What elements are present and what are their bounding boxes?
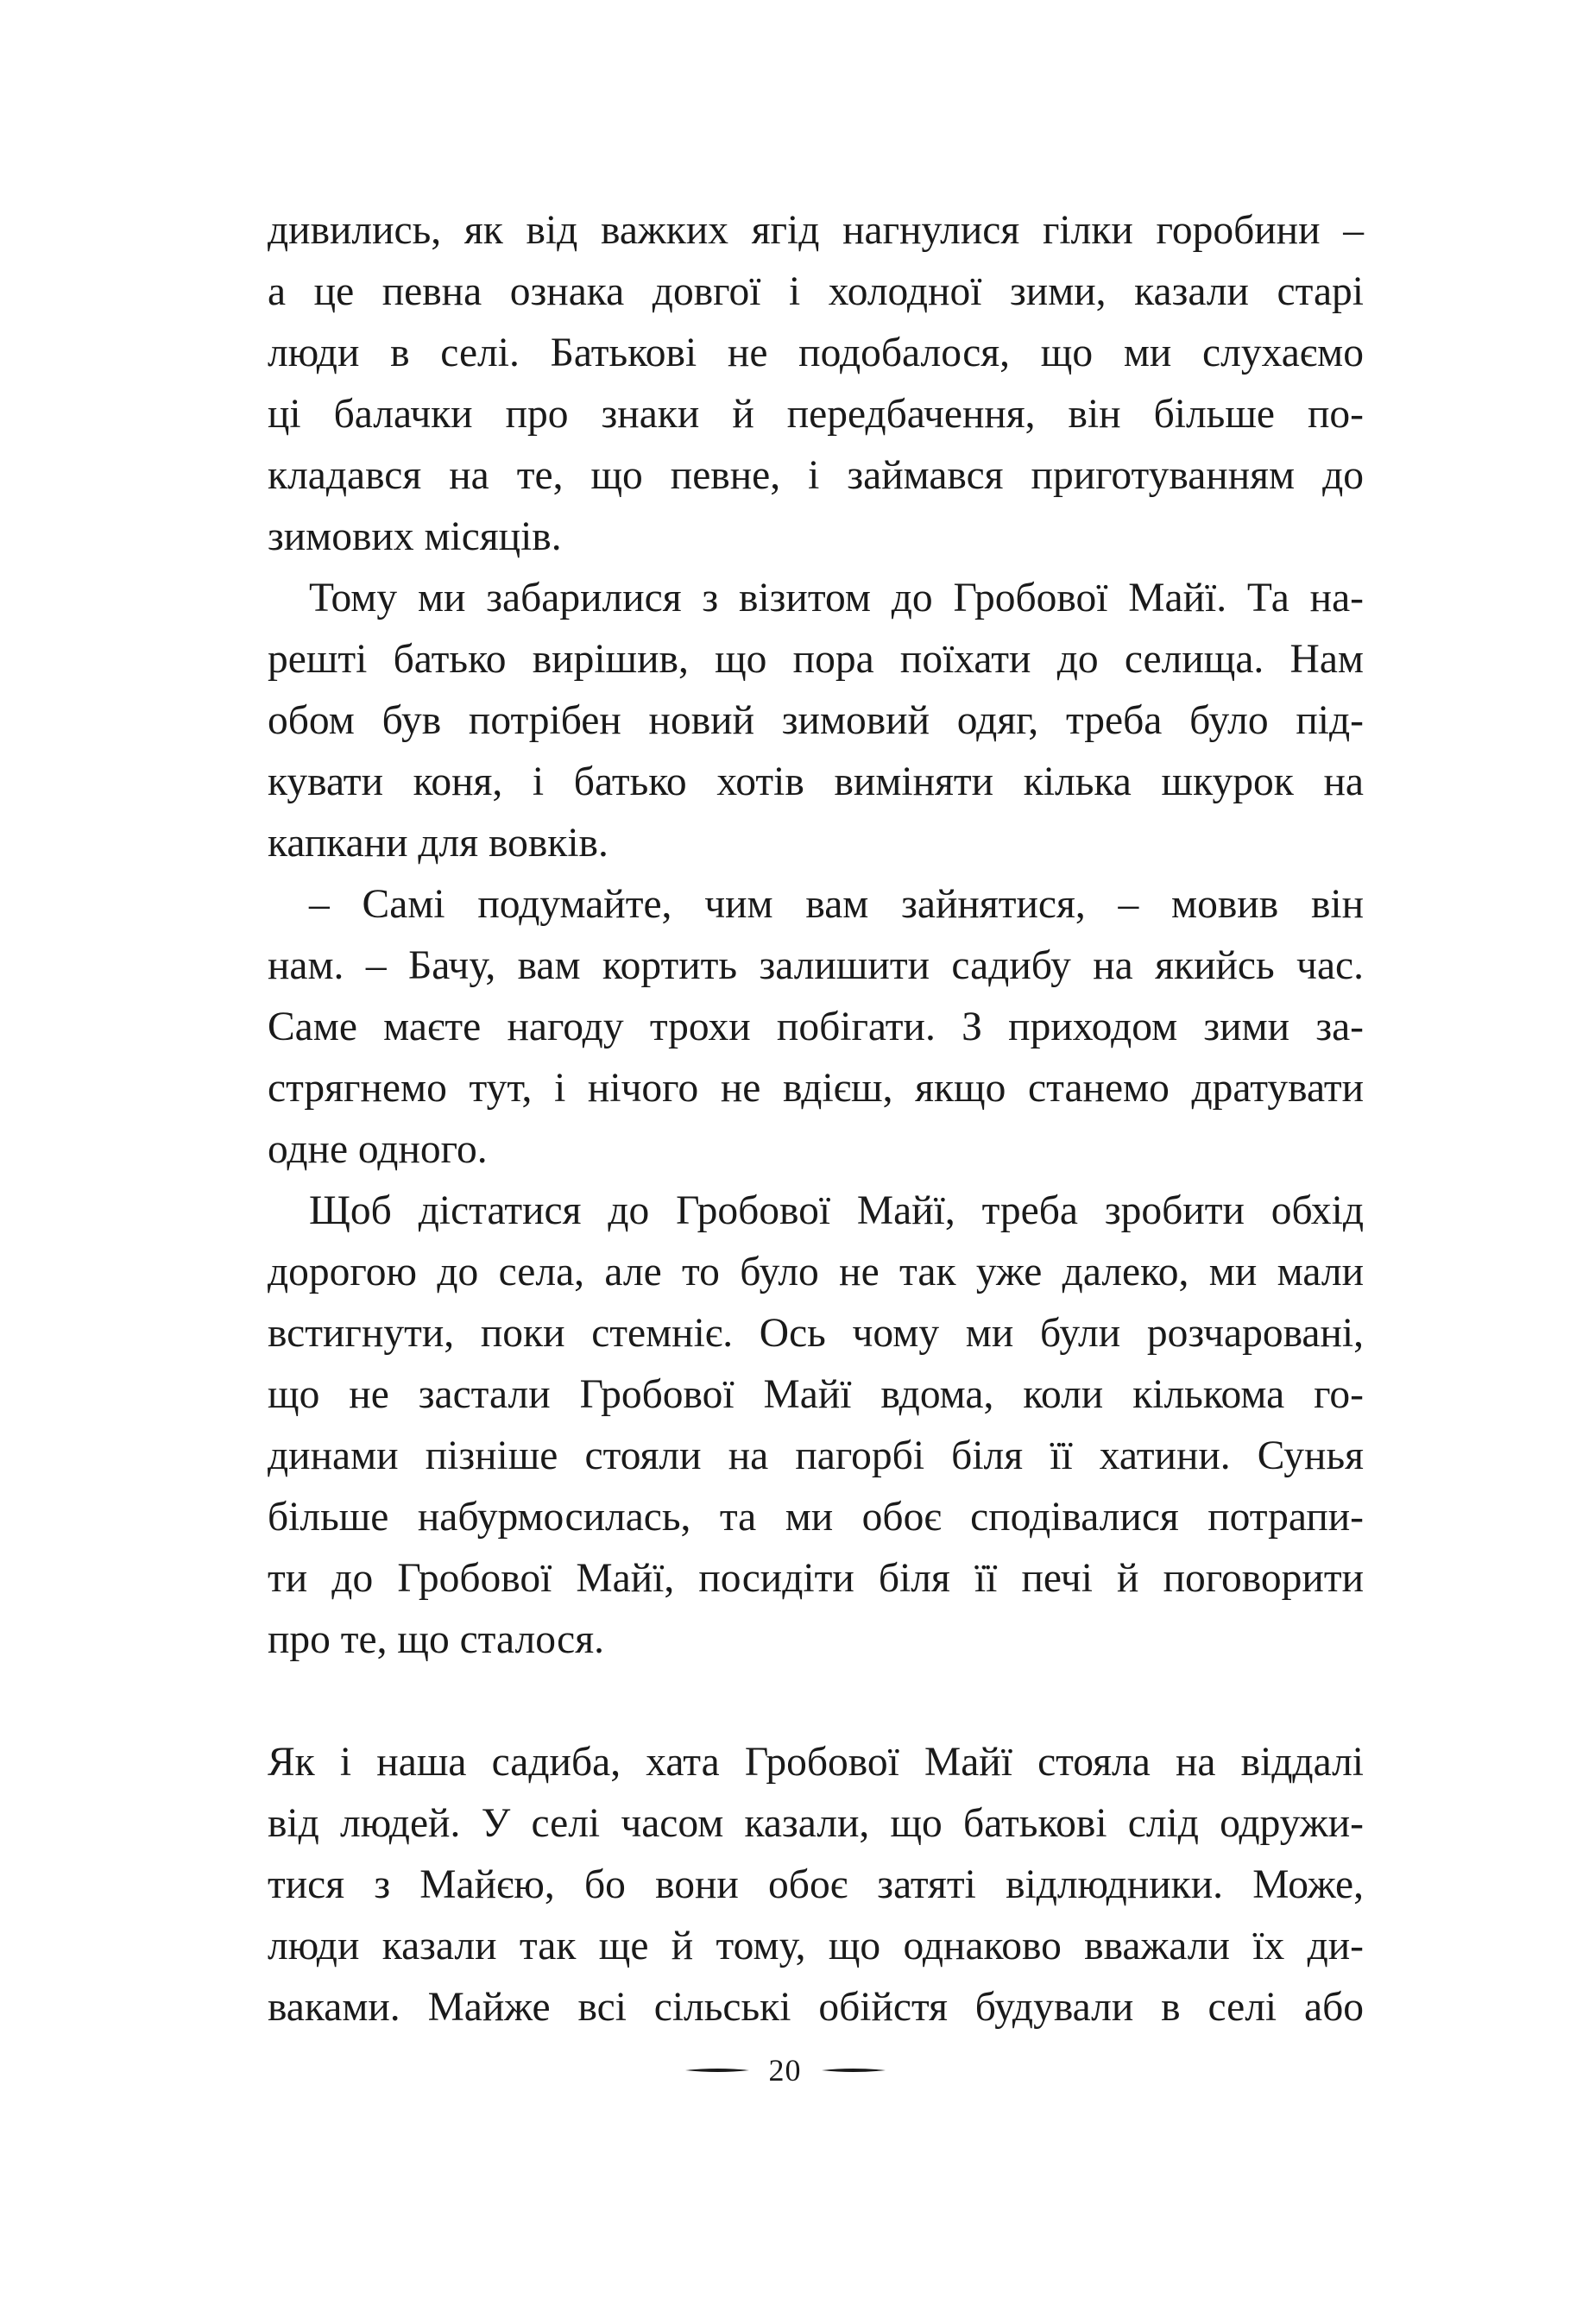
text-line: ваками. Майже всі сільські обійстя будували в селі або (268, 1985, 1364, 2030)
text-line: ці балачки про знаки й передбачення, він більше по- (268, 392, 1364, 437)
text-line: нам. – Бачу, вам кортить залишити садибу на якийсь час. (268, 943, 1364, 988)
text-line: Щоб дістатися до Гробової Майї, треба зробити обхід (309, 1188, 1364, 1233)
text-line: тися з Майєю, бо вони обоє затяті відлюдники. Може, (268, 1862, 1364, 1907)
paragraph (268, 874, 1364, 1181)
page-number: 20 (768, 2052, 802, 2088)
text-line: одне одного. (268, 1127, 488, 1172)
page-number-footer (0, 2045, 1570, 2092)
text-line: Тому ми забарилися з візитом до Гробової Майї. Та на- (309, 576, 1364, 620)
text-line: решті батько вирішив, що пора поїхати до селища. Нам (268, 637, 1364, 682)
paragraph (268, 200, 1364, 568)
text-line: дорогою до села, але то було не так уже далеко, ми мали (268, 1250, 1364, 1294)
folio-ornament-right (820, 2066, 887, 2075)
text-line: а це певна ознака довгої і холодної зими, казали старі (268, 269, 1364, 314)
text-line: що не застали Гробової Майї вдома, коли кількома го- (268, 1372, 1364, 1417)
paragraph (268, 1181, 1364, 1671)
text-line: люди казали так ще й тому, що однаково вважали їх ди- (268, 1924, 1364, 1968)
text-line: кувати коня, і батько хотів виміняти кілька шкурок на (268, 759, 1364, 804)
text-line: динами пізніше стояли на пагорбі біля її хатини. Сунья (268, 1433, 1364, 1478)
text-line: Як і наша садиба, хата Гробової Майї стояла на віддалі (268, 1740, 1364, 1785)
text-line: від людей. У селі часом казали, що батькові слід одружи- (268, 1801, 1364, 1846)
text-line: зимових місяців. (268, 514, 562, 559)
paragraph (268, 568, 1364, 874)
text-line: капкани для вовків. (268, 821, 608, 866)
text-line: Саме маєте нагоду трохи побігати. З приходом зими за- (268, 1005, 1364, 1049)
text-line: ти до Гробової Майї, посидіти біля її печі й поговорити (268, 1556, 1364, 1601)
body-text (268, 200, 1364, 2038)
section-break (268, 1671, 1364, 1732)
text-line: – Самі подумайте, чим вам зайнятися, – мовив він (309, 882, 1364, 927)
paragraph (268, 1732, 1364, 2038)
text-line: обом був потрібен новий зимовий одяг, треба було під- (268, 698, 1364, 743)
folio-ornament-left (684, 2066, 751, 2075)
text-line: встигнути, поки стемніє. Ось чому ми були розчаровані, (268, 1311, 1364, 1356)
text-line: стрягнемо тут, і нічого не вдієш, якщо станемо дратувати (268, 1066, 1364, 1111)
text-line: кладався на те, що певне, і займався приготуванням до (268, 453, 1364, 498)
text-line: люди в селі. Батькові не подобалося, що ми слухаємо (268, 331, 1364, 375)
text-line: дивились, як від важких ягід нагнулися гілки горобини – (268, 208, 1364, 253)
text-line: більше набурмосилась, та ми обоє сподівалися потрапи- (268, 1495, 1364, 1540)
text-line: про те, що сталося. (268, 1617, 604, 1662)
